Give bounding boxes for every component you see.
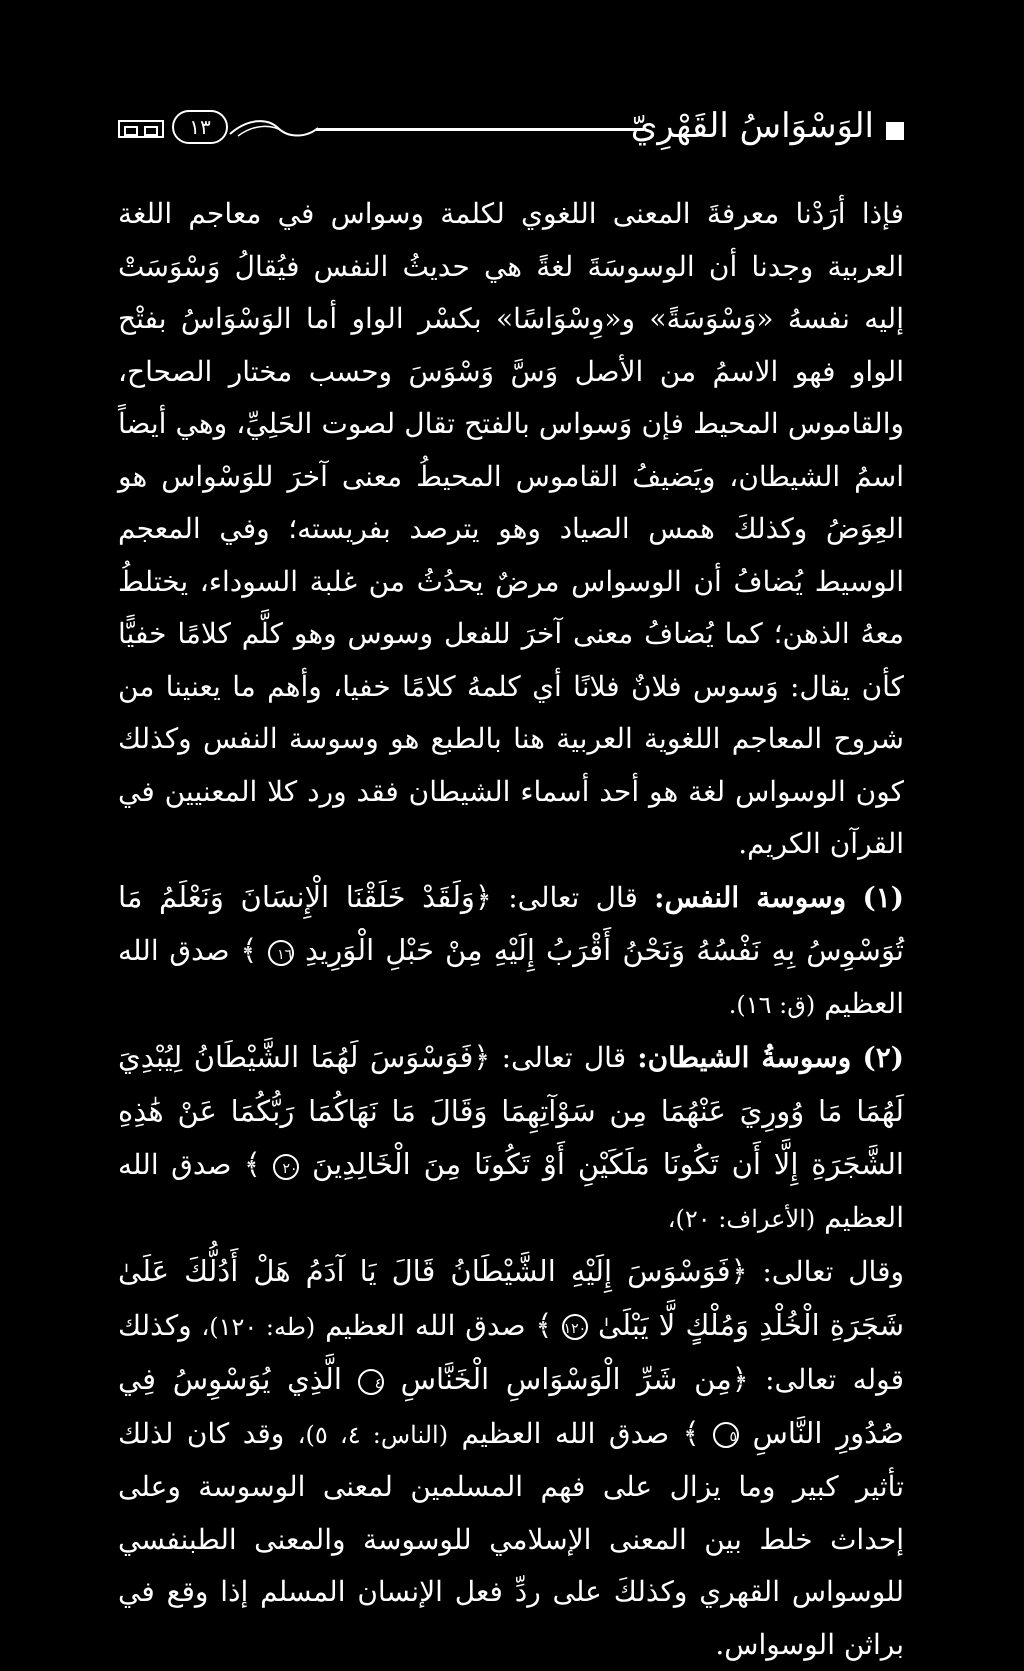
quran-verse-nas-b: الَّذِي يُوَسْوِسُ فِي صُدُورِ النَّاسِ	[118, 1362, 905, 1450]
verse-open-bracket: ﴿	[473, 1040, 491, 1074]
entry-nafs	[118, 871, 904, 1032]
quran-verse: فَوَسْوَسَ لَهُمَا الشَّيْطَانُ لِيُبْدِيَ لَهُمَا مَا وُورِيَ عَنْهُمَا مِن سَوْآتِهِمَا وَقَالَ مَا نَهَاكُمَا رَبُّكُمَا عَنْ هَٰذِهِ الشَّجَرَةِ إِلَّا أَن تَكُونَا مَلَكَيْنِ أَوْ تَكُونَا مِنَ الْخَالِدِينَ	[118, 1040, 904, 1181]
ayah-number: ٥	[713, 1422, 739, 1448]
quran-verse-taha: فَوَسْوَسَ إِلَيْهِ الشَّيْطَانُ قَالَ يَا آدَمُ هَلْ أَدُلُّكَ عَلَىٰ شَجَرَةِ الْخُلْدِ وَمُلْكٍ لَّا يَبْلَىٰ	[118, 1254, 904, 1342]
closing-text: وقد كان لذلك تأثير كبير وما يزال على فهم المسلمين لمعنى الوسوسة وعلى إحداث خلط بين المعنى الإسلامي للوسوسة والمعنى الطبنفسي للوسواس القهري وكذلكَ على ردِّ فعل الإنسان المسلم إذا وقع في براثن الوسواس.	[118, 1416, 904, 1661]
header-rule-ornament	[338, 120, 614, 130]
attribution: صدق الله العظيم	[118, 1148, 904, 1234]
running-title: الوَسْوَاسُ القَهْرِيّ	[630, 106, 874, 146]
verse-close-bracket: ﴾	[535, 1307, 553, 1342]
continuation-said: وقال تعالى:	[762, 1255, 904, 1288]
verse-open-bracket: ﴿	[731, 1362, 749, 1396]
corner-square-icon	[886, 122, 904, 140]
entry-title: وسوسةُ الشيطان:	[637, 1041, 852, 1074]
entry-said: قال تعالى:	[508, 880, 638, 914]
verse-close-bracket: ﴾	[243, 1147, 261, 1181]
intro-paragraph: فإذا أرَدْنا معرفةَ المعنى اللغوي لكلمة وسواس في معاجم اللغة العربية وجدنا أن الوسوسَةَ لغةً هي حديثُ النفس فيُقالُ وَسْوَسَتْ إليه نفسهُ «وَسْوَسَةً» و«وِسْوَاسًا» بكسْر الواو أما الوَسْوَاسُ بفتْح الواو فهو الاسمُ من الأصل وَسَّ وَسْوَسَ وحسب مختار الصحاح، والقاموس المحيط فإن وَسواس بالفتح تقال لصوت الحَلِيِّ، وهي أيضاً اسمُ الشيطان، ويَضيفُ القاموس المحيطُ معنى آخرَ للوَسْواس هو العِوَضُ وكذلكَ همس الصياد وهو يترصد بفريسته؛ وفي المعجم الوسيط يُضافُ أن الوسواس مرضٌ يحدُثُ من غلبة السوداء، يختلطُ معهُ الذهن؛ كما يُضافُ معنى آخرَ للفعل وسوس وهو كلَّم كلامًا خفيًّا كأن يقال: وَسوس فلانٌ فلانًا أي كلمهُ كلامًا خفيا، وأهم ما يعنينا من شروح المعاجم اللغوية العربية هنا بالطبع هو وسوسة النفس وكذلك كون الوسواس لغة هو أحد أسماء الشيطان فقد ورد كلا المعنيين في القرآن الكريم.	[118, 197, 904, 860]
verse-close-bracket: ﴾	[682, 1415, 700, 1450]
swirl-ornament-icon	[228, 116, 320, 142]
verse-reference: (طه: ١٢٠)،	[201, 1312, 316, 1341]
verse-open-bracket: ﴿	[474, 879, 492, 914]
verse-reference: (الناس: ٤، ٥)،	[297, 1420, 449, 1449]
ayah-number: ١٦	[268, 940, 294, 966]
verse-reference: (الأعراف: ٢٠)،	[667, 1204, 816, 1233]
entry-number: (١)	[862, 880, 905, 914]
page-number: ١٣	[172, 110, 228, 144]
entry-said: قال تعالى:	[501, 1041, 627, 1074]
ornament-icon	[118, 120, 164, 138]
entry-title: وسوسة النفس:	[654, 880, 847, 914]
attribution: صدق الله العظيم	[461, 1416, 670, 1450]
quran-verse-nas-a: مِن شَرِّ الْوَسْوَاسِ الْخَنَّاسِ	[400, 1362, 732, 1396]
connector-text: وكذلك قوله تعالى:	[118, 1308, 905, 1396]
page-header	[118, 108, 904, 148]
entry-number: (٢)	[862, 1041, 905, 1074]
verse-close-bracket: ﴾	[240, 933, 258, 967]
ayah-number: ١٢٠	[562, 1314, 588, 1340]
ayah-number: ٢٠	[273, 1154, 299, 1180]
ayah-number: ٤	[358, 1369, 384, 1395]
verse-reference: (ق: ١٦).	[728, 990, 816, 1019]
page-number-ornament	[118, 110, 288, 146]
quran-verse: وَلَقَدْ خَلَقْنَا الْإِنسَانَ وَنَعْلَمُ مَا تُوَسْوِسُ بِهِ نَفْسُهُ وَنَحْنُ أَقْرَبُ إِلَيْهِ مِنْ حَبْلِ الْوَرِيدِ	[118, 879, 905, 967]
attribution: صدق الله العظيم	[118, 934, 904, 1020]
continuation-paragraph	[118, 1245, 904, 1671]
entry-shaytan	[118, 1031, 904, 1245]
verse-open-bracket: ﴿	[730, 1254, 748, 1288]
attribution: صدق الله العظيم	[325, 1308, 526, 1342]
